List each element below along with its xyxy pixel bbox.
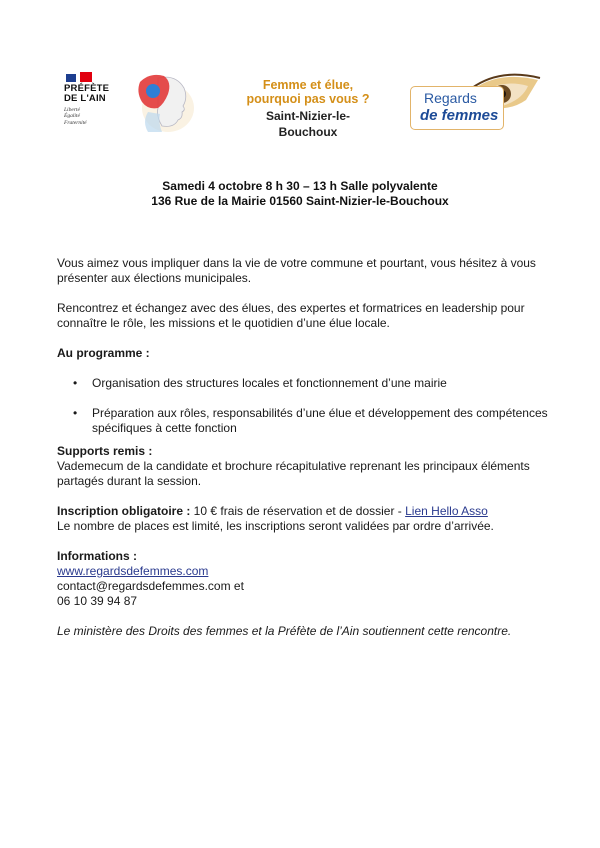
- bullet-icon: •: [73, 406, 78, 420]
- programme-item-text: Organisation des structures locales et fonctionnement d’une mairie: [92, 376, 447, 390]
- programme-list: [57, 376, 557, 436]
- event-title-logo: [238, 78, 378, 140]
- inscription-note: Le nombre de places est limité, les inscriptions seront validées par ordre d’arrivée.: [57, 519, 494, 533]
- woman-profile-illustration: [128, 68, 198, 136]
- motto-liberte: Liberté: [64, 107, 80, 113]
- intro-paragraph-1: Vous aimez vous impliquer dans la vie de votre commune et pourtant, vous hésitez à vous présenter aux élections municipales.: [57, 256, 536, 285]
- inscription-heading: Inscription obligatoire :: [57, 504, 191, 518]
- event-address: 136 Rue de la Mairie 01560 Saint-Nizier-le-Bouchoux: [151, 194, 449, 208]
- event-title-town: Saint-Nizier-le-Bouchoux: [265, 109, 350, 139]
- event-date-place: [0, 179, 600, 209]
- regards-de-femmes-logo: [406, 70, 541, 132]
- programme-item: [57, 376, 557, 391]
- flag-blue: [66, 74, 76, 82]
- marianne-flag-icon: [66, 74, 124, 82]
- contact-email: contact@regardsdefemmes.com et: [57, 579, 244, 593]
- motto-fraternite: Fraternité: [64, 119, 87, 126]
- informations-heading: Informations :: [57, 549, 137, 563]
- motto-egalite: Égalité: [64, 113, 80, 120]
- flag-red: [80, 72, 92, 82]
- supports-heading: Supports remis :: [57, 444, 153, 458]
- website-link[interactable]: www.regardsdefemmes.com: [57, 564, 209, 578]
- hello-asso-link[interactable]: Lien Hello Asso: [405, 504, 488, 518]
- logo-text-de-femmes: de femmes: [420, 107, 499, 124]
- inscription-line: [57, 504, 557, 519]
- prefecture-name-line1: PRÉFÈTE: [64, 83, 110, 94]
- programme-item-text: Préparation aux rôles, responsabilités d’une élue et développement des compétences spécifiques à cette fonction: [92, 406, 548, 435]
- prefecture-logo: [64, 74, 124, 126]
- event-title-line2: pourquoi pas vous ?: [246, 92, 370, 106]
- contact-phone: 06 10 39 94 87: [57, 594, 138, 608]
- republic-motto: [64, 107, 124, 126]
- footer-support-note: Le ministère des Droits des femmes et la Préfète de l’Ain soutiennent cette rencontre.: [57, 624, 512, 638]
- logo-text-regards: Regards: [424, 90, 477, 106]
- bullet-icon: •: [73, 376, 78, 390]
- programme-item: [57, 406, 557, 436]
- programme-heading: Au programme :: [57, 346, 150, 360]
- inscription-text: 10 € frais de réservation et de dossier -: [190, 504, 406, 518]
- event-date: Samedi 4 octobre 8 h 30 – 13 h Salle polyvalente: [162, 179, 438, 193]
- supports-text: Vademecum de la candidate et brochure récapitulative reprenant les principaux éléments partagés durant la session.: [57, 459, 530, 488]
- intro-paragraph-2: Rencontrez et échangez avec des élues, des expertes et formatrices en leadership pour connaître le rôle, les missions et le quotidien d’une élue locale.: [57, 301, 525, 330]
- event-title-line1: Femme et élue,: [262, 78, 354, 92]
- prefecture-name-line2: DE L'AIN: [64, 93, 106, 104]
- document-body: [57, 256, 557, 639]
